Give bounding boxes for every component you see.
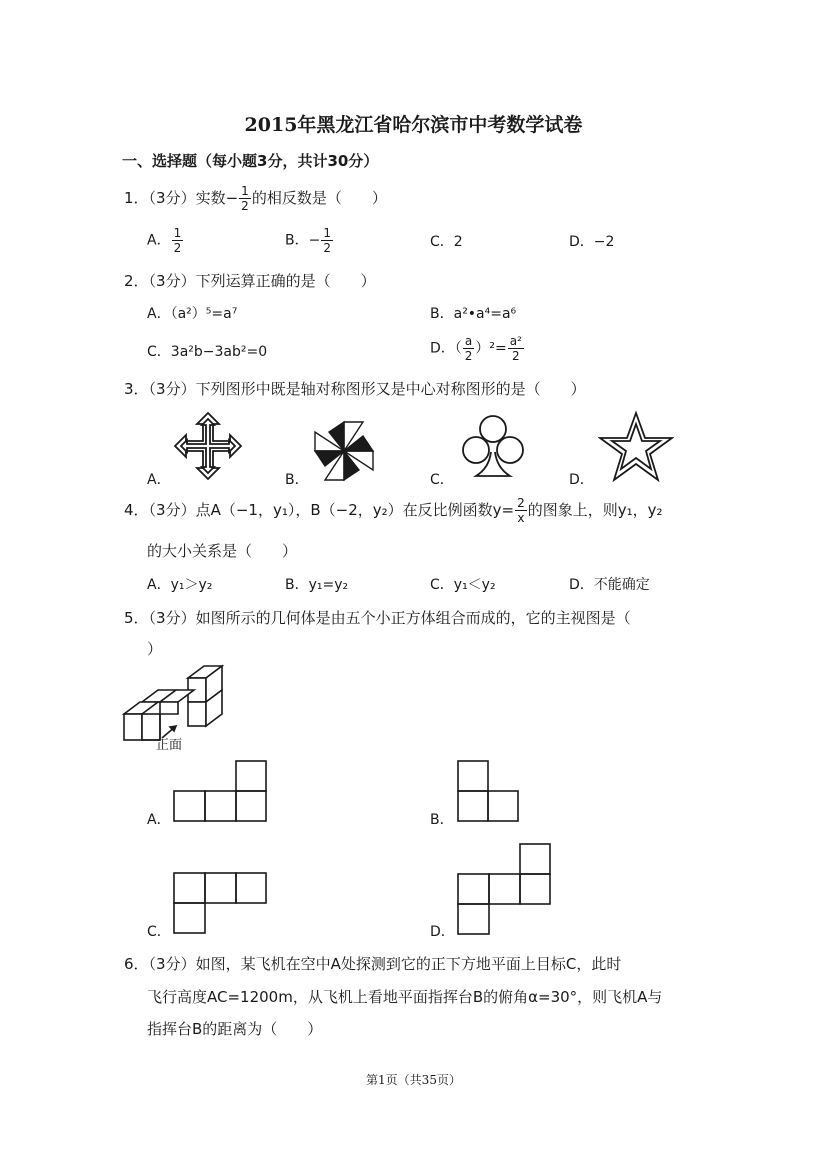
q1-option-b[interactable] — [285, 226, 334, 255]
q1-c-text: 2 — [453, 234, 463, 250]
q5-option-b[interactable]: B． — [430, 812, 454, 828]
q1-a-fraction — [172, 226, 184, 255]
q4-a-text: y₁＞y₂ — [170, 577, 213, 593]
q3-stem — [124, 378, 586, 399]
q5-number: 5． — [124, 609, 149, 627]
q4-stem-post: 的图象上，则y₁，y₂ — [527, 501, 663, 519]
q1-a-den: 2 — [173, 241, 182, 255]
page-footer: 第1页（共35页） — [366, 1073, 461, 1087]
q1-stem-post: 的相反数是（ ） — [251, 189, 387, 207]
q6-line3: 指挥台B的距离为（ ） — [147, 1020, 323, 1038]
q2-number: 2． — [124, 272, 149, 290]
q4-fraction — [515, 496, 527, 525]
q5-stem — [124, 607, 631, 628]
q2-b-text: a²•a⁴=a⁶ — [453, 306, 517, 322]
q1-b-den: 2 — [323, 241, 331, 255]
q2-b-label: B． — [430, 306, 454, 322]
q1-option-c[interactable] — [430, 231, 463, 251]
q2-d-den2: 2 — [512, 349, 520, 363]
q2-d-label: D． — [430, 340, 455, 357]
q2-stem — [124, 270, 376, 291]
q2-d-num2: a² — [509, 334, 522, 348]
q1-stem — [124, 184, 387, 213]
q6-line1: （3分）如图，某飞机在空中A处探测到它的正下方地平面上目标C，此时 — [148, 955, 622, 973]
q2-c-text: 3a²b−3ab²=0 — [170, 344, 268, 360]
q2-c-label: C． — [147, 344, 171, 360]
q3-arrow-cross-figure — [172, 410, 244, 482]
q3-option-b[interactable]: B． — [285, 472, 309, 488]
q6-line2: 飞行高度AC=1200m，从飞机上看地平面指挥台B的俯角α=30°，则飞机A与 — [147, 988, 663, 1006]
q4-option-c[interactable] — [430, 574, 496, 594]
q3-number: 3． — [124, 380, 149, 398]
q2-d-pre: （ — [454, 340, 462, 357]
q1-b-sign: − — [308, 232, 321, 249]
q1-option-d[interactable] — [569, 231, 614, 251]
q1-b-fraction — [321, 226, 333, 255]
q5-option-c[interactable]: C． — [147, 924, 171, 940]
q2-d-den: 2 — [464, 349, 473, 363]
q4-stem — [124, 496, 663, 525]
q4-c-text: y₁＜y₂ — [453, 577, 496, 593]
q5-stem-line2: ） — [147, 640, 163, 658]
q4-number: 4． — [124, 501, 149, 519]
q6-stem — [124, 953, 621, 974]
q4-option-b[interactable] — [285, 574, 348, 594]
q2-option-a[interactable] — [147, 303, 237, 323]
q4-d-label: D． — [569, 577, 594, 593]
section-header: 一、选择题（每小题3分，共计30分） — [122, 152, 379, 170]
q4-a-label: A． — [147, 577, 171, 593]
q4-stem-pre: （3分）点A（−1，y₁），B（−2，y₂）在反比例函数y= — [148, 501, 515, 519]
q2-option-c[interactable] — [147, 341, 267, 361]
q5-front-label: 正面 — [156, 738, 183, 753]
q3-option-c[interactable]: C． — [430, 472, 454, 488]
q3-option-a[interactable]: A． — [147, 472, 171, 488]
q5-option-a-figure — [172, 759, 268, 823]
q3-star-figure — [598, 410, 674, 482]
q5-option-b-figure — [456, 759, 522, 823]
q2-stem-text: （3分）下列运算正确的是（ ） — [148, 272, 376, 290]
q2-option-d[interactable] — [430, 334, 525, 363]
q4-frac-num: 2 — [517, 496, 525, 510]
q1-stem-pre: （3分）实数 — [148, 189, 226, 207]
q1-b-label: B． — [285, 232, 309, 249]
page-title: 2015年黑龙江省哈尔滨市中考数学试卷 — [244, 114, 583, 136]
q1-option-a[interactable] — [147, 226, 184, 255]
q4-stem-line2: 的大小关系是（ ） — [147, 542, 298, 560]
q1-b-num: 1 — [323, 226, 331, 240]
q2-d-fraction — [463, 334, 475, 363]
q2-d-mid: ）²= — [475, 340, 507, 357]
q2-d-num: a — [464, 334, 473, 348]
q1-d-label: D． — [569, 234, 594, 250]
q1-fraction — [239, 184, 251, 213]
q6-number: 6． — [124, 955, 149, 973]
q4-d-text: 不能确定 — [593, 577, 650, 593]
q1-c-label: C． — [430, 234, 454, 250]
q5-option-d[interactable]: D． — [430, 924, 455, 940]
q5-option-d-figure — [456, 842, 554, 936]
q1-frac-den: 2 — [241, 199, 249, 213]
q2-option-b[interactable] — [430, 303, 516, 323]
q4-b-label: B． — [285, 577, 309, 593]
q4-b-text: y₁=y₂ — [308, 577, 349, 593]
q1-a-label: A． — [147, 232, 171, 249]
q4-c-label: C． — [430, 577, 454, 593]
q3-club-figure — [458, 412, 528, 480]
q4-option-a[interactable] — [147, 574, 212, 594]
q1-number: 1． — [124, 189, 149, 207]
q1-d-text: −2 — [593, 234, 615, 250]
q5-option-c-figure — [172, 871, 268, 935]
q4-frac-den: x — [517, 511, 525, 525]
q2-a-label: A． — [147, 306, 171, 322]
q3-option-d[interactable]: D． — [569, 472, 594, 488]
q3-pinwheel-figure — [313, 420, 375, 482]
q2-a-text: （a²）⁵=a⁷ — [170, 306, 238, 322]
q5-option-a[interactable]: A． — [147, 812, 171, 828]
q3-stem-text: （3分）下列图形中既是轴对称图形又是中心对称图形的是（ ） — [148, 380, 586, 398]
q5-stem-text: （3分）如图所示的几何体是由五个小正方体组合而成的，它的主视图是（ — [148, 609, 631, 627]
q1-stem-sign: − — [225, 189, 239, 207]
q2-d-fraction2 — [508, 334, 524, 363]
q1-frac-num: 1 — [241, 184, 249, 198]
q4-option-d[interactable] — [569, 574, 650, 594]
q1-a-num: 1 — [173, 226, 182, 240]
